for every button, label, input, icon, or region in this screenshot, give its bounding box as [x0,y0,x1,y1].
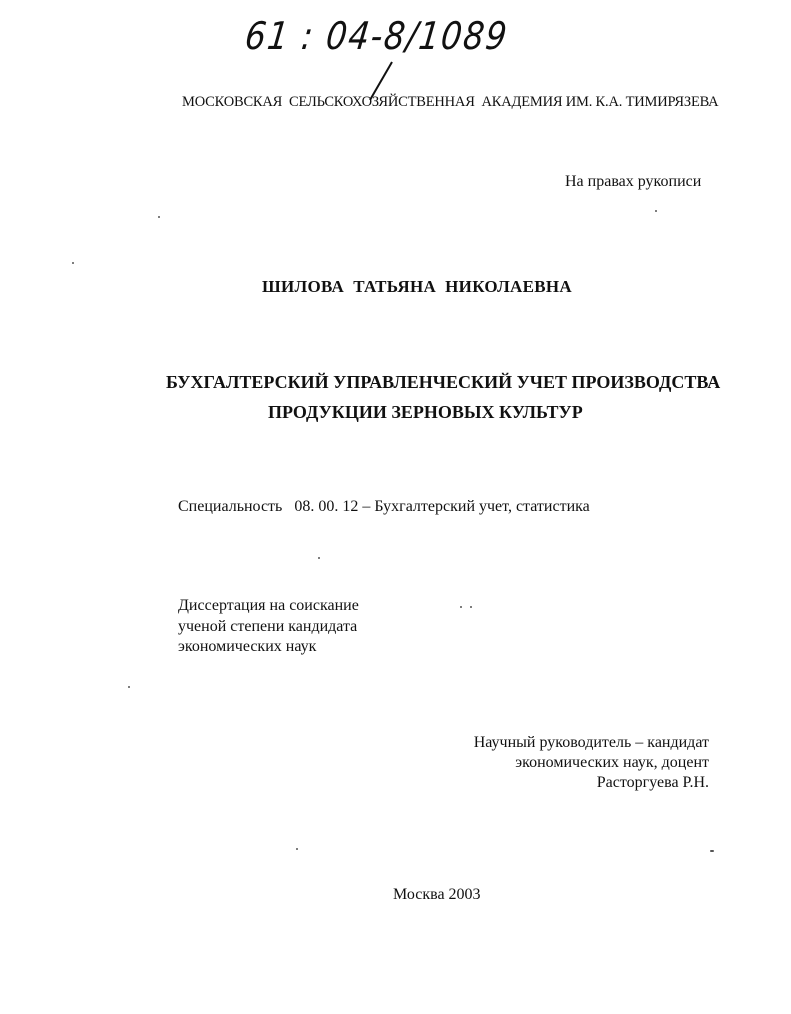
scan-speck [318,557,320,559]
title-line-2: ПРОДУКЦИИ ЗЕРНОВЫХ КУЛЬТУР [268,402,583,422]
scan-speck [655,210,657,212]
rights-note: На правах рукописи [565,173,702,190]
scan-speck [296,848,298,850]
scan-speck [158,216,160,218]
title-line-1: БУХГАЛТЕРСКИЙ УПРАВЛЕНЧЕСКИЙ УЧЕТ ПРОИЗВОДСТВА [166,372,721,392]
city-year: Москва 2003 [393,886,481,903]
supervisor-line-2: экономических наук, доцент [515,754,709,771]
scan-speck [710,850,714,852]
scan-speck [460,606,462,608]
supervisor-line-3: Расторгуева Р.Н. [596,774,709,791]
scan-speck [470,606,472,608]
specialty: Специальность 08. 00. 12 – Бухгалтерский учет, статистика [178,498,590,515]
supervisor-block [474,733,709,793]
dissertation-line-3: экономических наук [178,638,317,655]
scan-speck [72,262,74,264]
handwritten-archive-code: 61 : 04-8/1089 [242,14,511,58]
author-name: ШИЛОВА ТАТЬЯНА НИКОЛАЕВНА [262,277,572,296]
dissertation-degree [178,596,359,658]
dissertation-line-1: Диссертация на соискание [178,597,359,614]
scan-speck [128,686,130,688]
institution-header: МОСКОВСКАЯ СЕЛЬСКОХОЗЯЙСТВЕННАЯ АКАДЕМИЯ ИМ. К.А. ТИМИРЯЗЕВА [182,94,719,110]
dissertation-line-2: ученой степени кандидата [178,617,358,635]
supervisor-line-1: Научный руководитель – кандидат [473,734,709,751]
